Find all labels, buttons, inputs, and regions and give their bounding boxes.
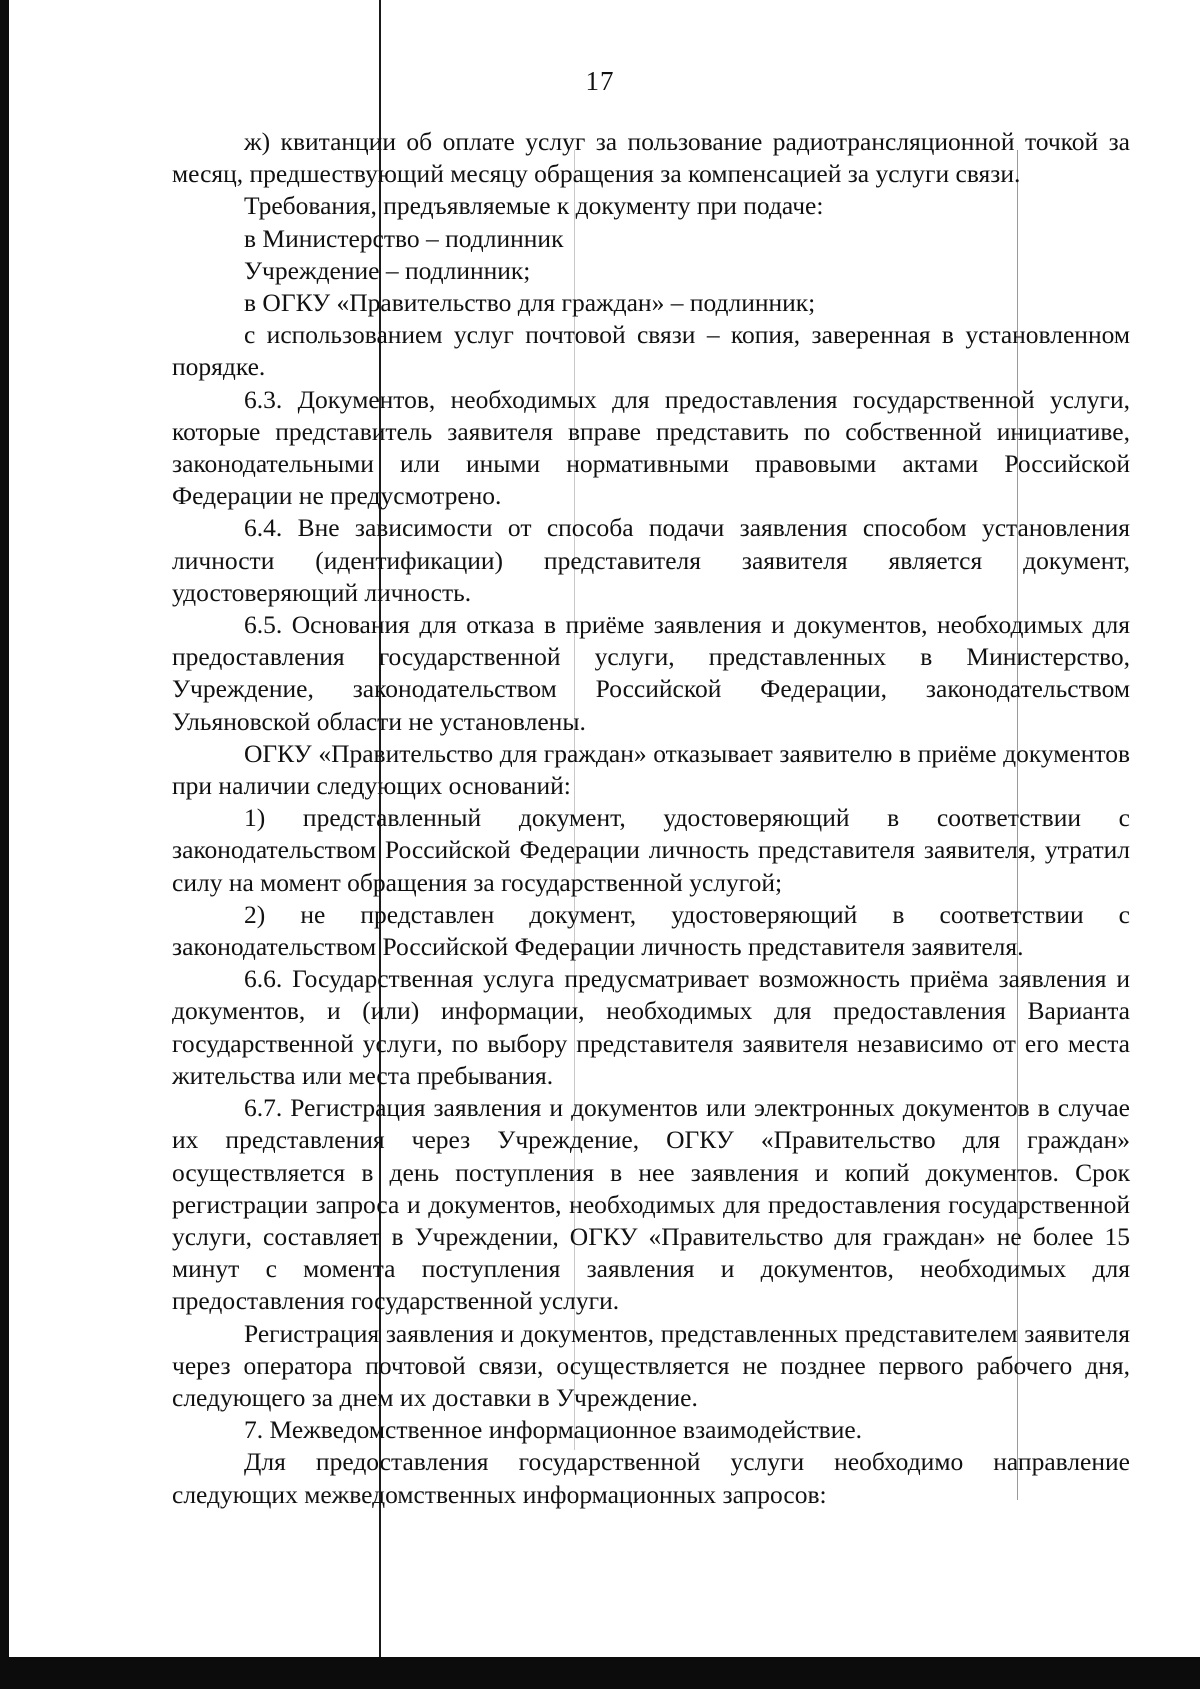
paragraph: ж) квитанции об оплате услуг за пользование радиотрансляционной точкой за месяц, предшествующий месяцу обращения за компенсацией за услуги связи. [172, 127, 1130, 189]
paragraph: 6.3. Документов, необходимых для предоставления государственной услуги, которые представитель заявителя вправе представить по собственной инициативе, законодательными или иными нормативными правовыми актами Российской Федерации не предусмотрено. [172, 384, 1130, 511]
paragraph: в Министерство – подлинник [244, 223, 564, 253]
paragraph: 6.6. Государственная услуга предусматривает возможность приёма заявления и документов, и (или) информации, необходимых для предоставления Варианта государственной услуги, по выбору представителя заявителя независимо от его места жительства или места пребывания. [172, 964, 1130, 1090]
document-body [172, 126, 1130, 1511]
paragraph: Требования, предъявляемые к документу при подаче: [244, 191, 824, 221]
paragraph: 6.5. Основания для отказа в приёме заявления и документов, необходимых для предоставления государственной услуги, представленных в Министерство, Учреждение, законодательством Российской Федерации, законодательством Ульяновской области не установлены. [172, 610, 1130, 736]
paragraph: 1) представленный документ, удостоверяющий в соответствии с законодательством Российской Федерации личность представителя заявителя, утратил силу на момент обращения за государственной услугой; [172, 803, 1130, 897]
paragraph: Для предоставления государственной услуги необходимо направление следующих межведомственных информационных запросов: [172, 1447, 1130, 1509]
paragraph: 6.7. Регистрация заявления и документов или электронных документов в случае их представления через Учреждение, ОГКУ «Правительство для граждан» осуществляется в день поступления в нее заявления и копий документов. Срок регистрации запроса и документов, необходимых для предоставления государственной услуги, составляет в Учреждении, ОГКУ «Правительство для граждан» не более 15 минут с момента поступления заявления и документов, необходимых для предоставления государственной услуги. [172, 1093, 1130, 1316]
paragraph: Учреждение – подлинник; [244, 255, 531, 285]
paragraph: 2) не представлен документ, удостоверяющий в соответствии с законодательством Российской Федерации личность представителя заявителя. [172, 899, 1130, 962]
scan-left-border [0, 0, 9, 1689]
paragraph: 6.4. Вне зависимости от способа подачи заявления способом установления личности (идентификации) представителя заявителя является документ, удостоверяющий личность. [172, 513, 1130, 607]
paragraph: ОГКУ «Правительство для граждан» отказывает заявителю в приёме документов при наличии следующих оснований: [172, 738, 1130, 801]
paragraph: 7. Межведомственное информационное взаимодействие. [244, 1415, 863, 1445]
paragraph: в ОГКУ «Правительство для граждан» – подлинник; [244, 288, 816, 318]
page-number: 17 [585, 66, 615, 96]
paragraph: Регистрация заявления и документов, представленных представителем заявителя через оператора почтовой связи, осуществляется не позднее первого рабочего дня, следующего за днем их доставки в Учреждение. [172, 1318, 1130, 1412]
paragraph: с использованием услуг почтовой связи – копия, заверенная в установленном порядке. [172, 320, 1130, 382]
scan-bottom-border [0, 1657, 1200, 1689]
